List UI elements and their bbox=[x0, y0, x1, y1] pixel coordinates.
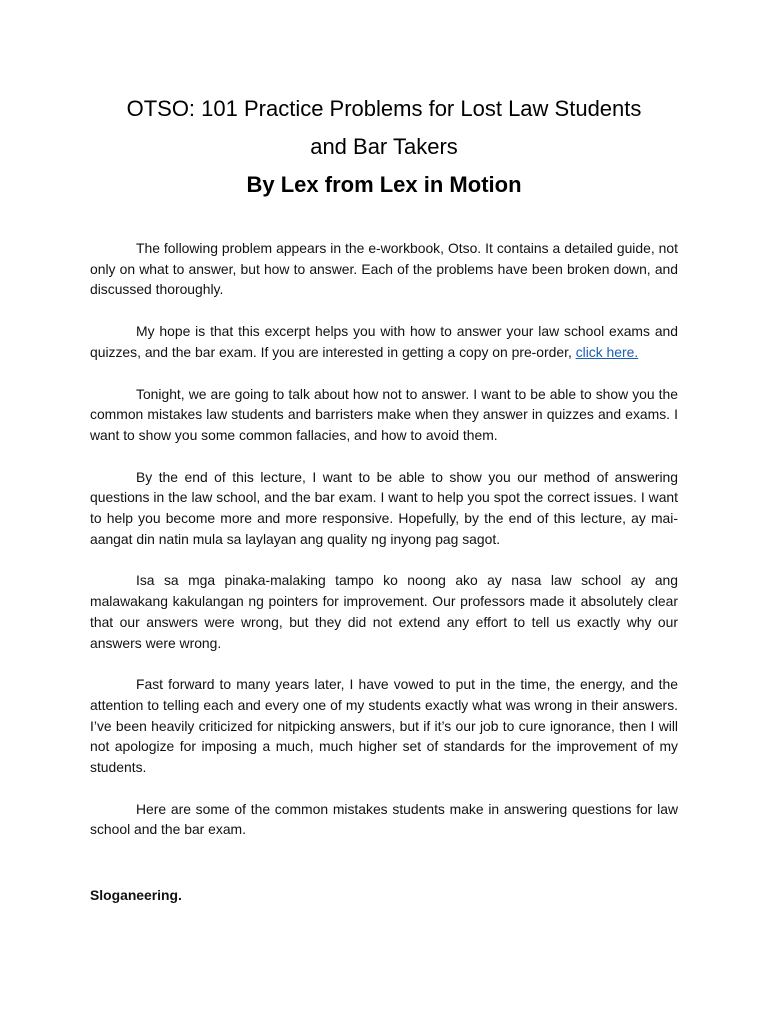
click-here-link[interactable]: click here. bbox=[575, 343, 639, 360]
paragraph-common-mistakes: Here are some of the common mistakes students make in answering questions for law school and the bar exam. bbox=[90, 800, 678, 838]
paragraph-tonight: Tonight, we are going to talk about how not to answer. I want to be able to show you the common mistakes law students and barristers make when they answer in quizzes and exams. I want to show you some common fallacies, and how to avoid them. bbox=[90, 385, 678, 443]
title-line-1: OTSO: 101 Practice Problems for Lost Law Students bbox=[126, 96, 642, 121]
document-title bbox=[90, 90, 678, 204]
paragraph-tampo: Isa sa mga pinaka-malaking tampo ko noong ako ay nasa law school ay ang malawakang kakulangan ng pointers for improvement. Our professors made it absolutely clear that our answers were wrong, but they did not extend any effort to tell us exactly why our answers were wrong. bbox=[90, 572, 678, 651]
title-byline: By Lex from Lex in Motion bbox=[246, 172, 522, 197]
paragraph-fast-forward: Fast forward to many years later, I have vowed to put in the time, the energy, and the attention to telling each and every one of my students exactly what was wrong in their answers. I’ve been heavily criticized for nitpicking answers, but if it’s our job to cure ignorance, then I will not apologize for imposing a much, much higher set of standards for the improvement of my students. bbox=[90, 676, 678, 776]
paragraph-preorder-text: My hope is that this excerpt helps you with how to answer your law school exams and quizzes, and the bar exam. If you are interested in getting a copy on pre-order, bbox=[90, 323, 678, 360]
title-line-2: and Bar Takers bbox=[310, 134, 458, 159]
paragraph-lecture-goal: By the end of this lecture, I want to be able to show you our method of answering questions in the law school, and the bar exam. I want to help you spot the correct issues. I want to help you become more and more responsive. Hopefully, by the end of this lecture, ay mai-aangat din natin mula sa laylayan ang quality ng inyong pag sagot. bbox=[90, 468, 678, 547]
paragraph-preorder bbox=[90, 321, 678, 362]
section-heading-sloganeering: Sloganeering. bbox=[90, 887, 182, 904]
paragraph-intro: The following problem appears in the e-workbook, Otso. It contains a detailed guide, not only on what to answer, but how to answer. Each of the problems have been broken down, and discussed thoroughly. bbox=[90, 240, 678, 298]
